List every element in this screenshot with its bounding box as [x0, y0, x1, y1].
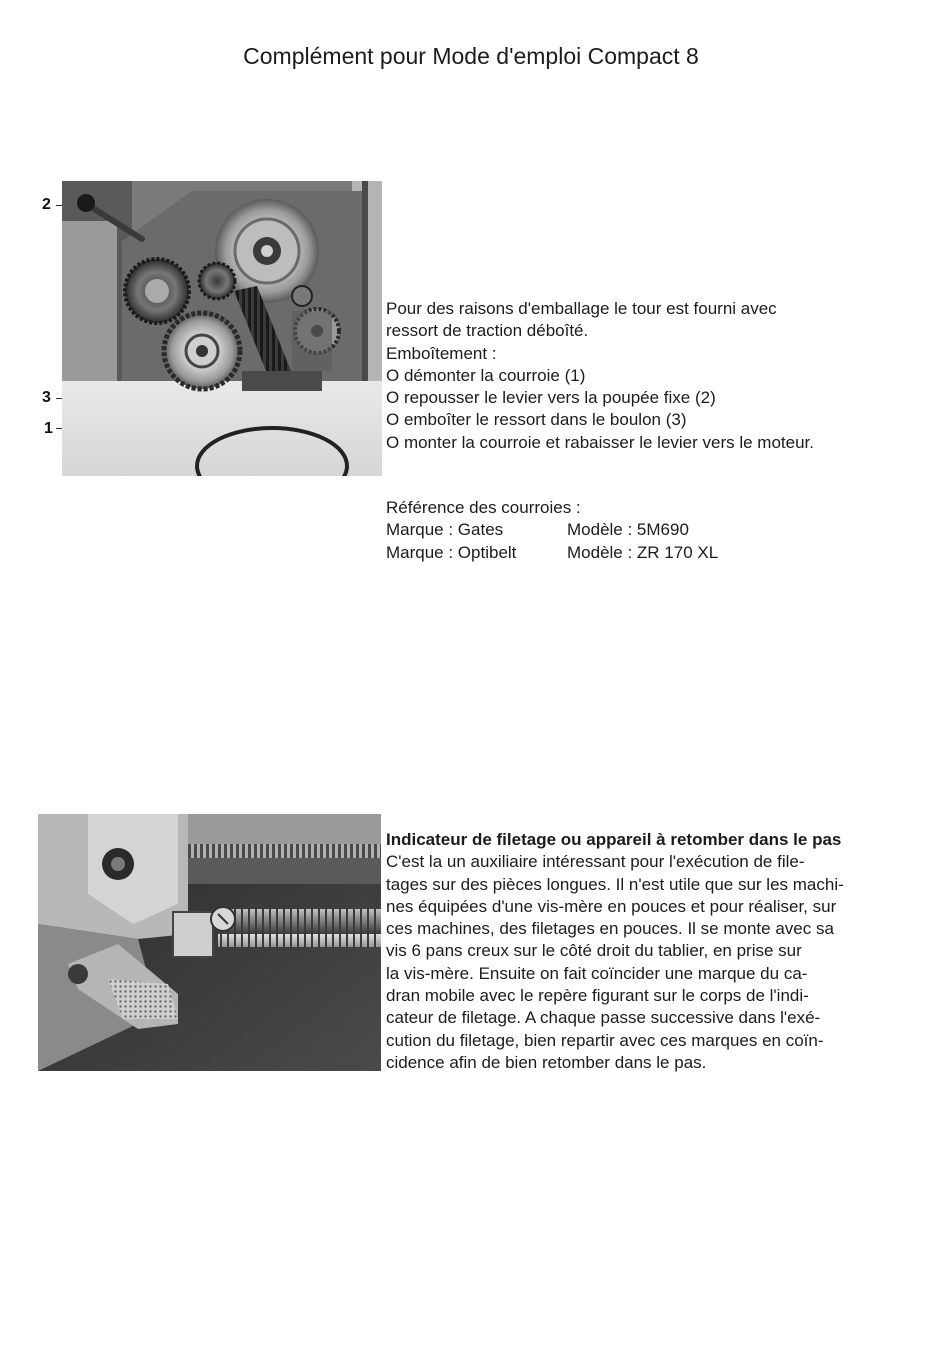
belt-drive-photo-drawing — [62, 181, 382, 476]
belt-step: O monter la courroie et rabaisser le levier vers le moteur. — [386, 432, 815, 452]
thread-paragraph-line: cution du filetage, bien repartir avec ces marques en coïn- — [386, 1030, 824, 1050]
thread-paragraph-line: C'est la un auxiliaire intéressant pour l'exécution de file- — [386, 852, 805, 872]
page-title: Complément pour Mode d'emploi Compact 8 — [243, 43, 699, 69]
belt-step: O démonter la courroie (1) — [386, 365, 586, 385]
belt-reference-row — [386, 542, 906, 564]
thread-paragraph-line: dran mobile avec le repère figurant sur le corps de l'indi- — [386, 986, 809, 1006]
belt-reference-row — [386, 519, 906, 541]
belt-instructions — [386, 298, 906, 454]
belt-reference-brand: Marque : Gates — [386, 520, 504, 540]
thread-paragraph-line: cateur de filetage. A chaque passe successive dans l'exé- — [386, 1008, 821, 1028]
belt-reference-brand: Marque : Optibelt — [386, 542, 517, 562]
thread-paragraph-line: cidence afin de bien retomber dans le pas. — [386, 1052, 707, 1072]
belt-references — [386, 497, 906, 564]
section-heading: Indicateur de filetage ou appareil à retomber dans le pas — [386, 830, 842, 849]
thread-paragraph-line: ces machines, des filetages en pouces. Il se monte avec sa — [386, 919, 834, 939]
callout-3: 3 — [42, 389, 51, 406]
belt-intro-line: Emboîtement : — [386, 343, 497, 363]
thread-indicator-photo-drawing — [38, 814, 381, 1071]
thread-paragraph-line: la vis-mère. Ensuite on fait coïncider une marque du ca- — [386, 963, 808, 983]
thread-indicator-section — [386, 829, 896, 1074]
thread-paragraph-line: vis 6 pans creux sur le côté droit du tablier, en prise sur — [386, 941, 802, 961]
belt-reference-model: Modèle : 5M690 — [567, 520, 689, 540]
thread-paragraph-line: tages sur des pièces longues. Il n'est utile que sur les machi- — [386, 874, 844, 894]
belt-reference-model: Modèle : ZR 170 XL — [567, 542, 719, 562]
callout-1: 1 — [44, 420, 53, 437]
belt-intro-line: Pour des raisons d'emballage le tour est fourni avec — [386, 299, 777, 318]
thread-paragraph-line: nes équipées d'une vis-mère en pouces et pour réaliser, sur — [386, 896, 837, 916]
belt-drive-photo — [62, 181, 382, 476]
belt-reference-heading: Référence des courroies : — [386, 498, 581, 517]
belt-step: O repousser le levier vers la poupée fixe (2) — [386, 388, 716, 408]
belt-step: O emboîter le ressort dans le boulon (3) — [386, 410, 687, 430]
callout-2: 2 — [42, 196, 51, 213]
belt-intro-line: ressort de traction déboîté. — [386, 321, 589, 341]
thread-indicator-photo — [38, 814, 381, 1071]
